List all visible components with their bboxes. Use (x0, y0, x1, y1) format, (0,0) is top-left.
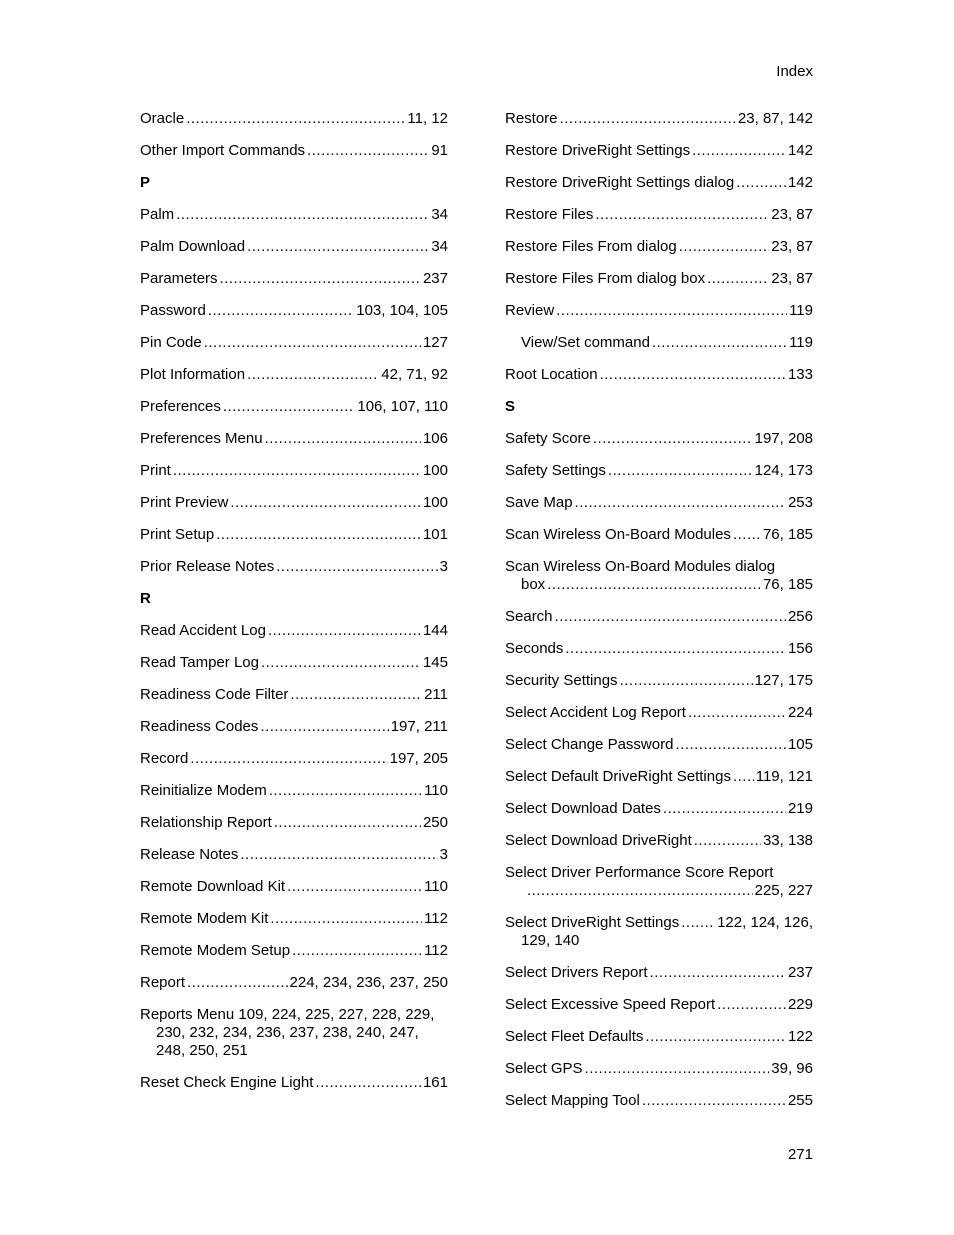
index-entry (140, 942, 448, 960)
leader-dots (260, 718, 388, 736)
page-number: 271 (787, 1146, 813, 1163)
index-letter-heading: S (505, 398, 516, 415)
index-entry-line (505, 672, 813, 690)
index-entry (505, 1060, 813, 1078)
index-pages: 127 (422, 334, 448, 351)
index-entry-line (140, 910, 448, 928)
index-term: Password (140, 302, 206, 319)
index-pages: 106 (422, 430, 448, 447)
leader-dots (220, 270, 421, 288)
index-entry (140, 846, 448, 864)
running-header: Index (776, 63, 813, 80)
index-entry-line (140, 142, 448, 160)
index-entry-line (505, 206, 813, 224)
index-term: Safety Score (505, 430, 591, 447)
index-entry-continuation (505, 576, 813, 594)
leader-dots (600, 366, 786, 384)
index-entry (505, 174, 813, 192)
index-entry (505, 526, 813, 544)
index-letter-heading: P (140, 174, 151, 191)
index-entry (140, 814, 448, 832)
index-entry-line (140, 526, 448, 544)
leader-dots (733, 526, 761, 544)
index-pages: 119 (789, 334, 813, 351)
index-entry (140, 430, 448, 448)
index-term: Root Location (505, 366, 598, 383)
leader-dots (675, 736, 786, 754)
leader-dots (736, 174, 786, 192)
index-entry-line (505, 964, 813, 982)
index-entry (505, 110, 813, 128)
index-entry-line (140, 622, 448, 640)
index-entry-line (140, 782, 448, 800)
index-entry (505, 302, 813, 320)
index-entry (505, 494, 813, 512)
leader-dots (688, 704, 786, 722)
leader-dots (733, 768, 754, 786)
index-term: Relationship Report (140, 814, 272, 831)
index-entry (505, 558, 813, 594)
index-entry (140, 270, 448, 288)
index-pages: 34 (431, 206, 448, 223)
index-term: Read Tamper Log (140, 654, 259, 671)
index-pages: 197, 205 (389, 750, 448, 767)
index-entry-line (505, 768, 813, 786)
index-pages: 124, 173 (754, 462, 813, 479)
leader-dots (315, 1074, 421, 1092)
index-entry-line (505, 832, 813, 850)
index-pages: 133 (787, 366, 813, 383)
index-entry-line (140, 302, 448, 320)
index-entry (140, 782, 448, 800)
leader-dots (230, 494, 421, 512)
index-entry (505, 768, 813, 786)
index-entry (505, 1028, 813, 1046)
index-entry-line (505, 302, 813, 320)
index-term: Seconds (505, 640, 564, 657)
index-pages: 100 (422, 494, 448, 511)
index-term: Plot Information (140, 366, 246, 383)
leader-dots (290, 686, 422, 704)
index-entry-line: Reports Menu 109, 224, 225, 227, 228, 229, (140, 1006, 435, 1023)
index-entry (505, 672, 813, 690)
index-term: Oracle (140, 110, 185, 127)
index-entry-line (140, 942, 448, 960)
leader-dots (556, 302, 787, 320)
index-term: Report (140, 974, 186, 991)
leader-dots (187, 974, 287, 992)
index-entry (140, 1006, 448, 1060)
index-entry-line (140, 686, 448, 704)
index-entry (140, 750, 448, 768)
leader-dots (679, 238, 770, 256)
leader-dots (560, 110, 736, 128)
index-pages: 11, 12 (407, 110, 448, 127)
index-term: Select Default DriveRight Settings (505, 768, 731, 785)
index-pages: 255 (787, 1092, 813, 1109)
index-term: Select Download DriveRight (505, 832, 692, 849)
index-term: Security Settings (505, 672, 618, 689)
leader-dots (707, 270, 769, 288)
leader-dots (642, 1092, 786, 1110)
index-entry-line: Scan Wireless On-Board Modules dialog (505, 558, 776, 575)
index-entry-continuation: 129, 140 (521, 932, 580, 949)
index-pages: 225, 227 (754, 882, 813, 899)
index-entry (140, 238, 448, 256)
index-entry-line (505, 462, 813, 480)
index-entry-continuation: 248, 250, 251 (156, 1042, 248, 1059)
leader-dots (575, 494, 786, 512)
index-pages: 91 (431, 142, 448, 159)
index-entry (505, 1092, 813, 1110)
index-pages: 237 (787, 964, 813, 981)
index-term: Parameters (140, 270, 218, 287)
index-term: Search (505, 608, 553, 625)
index-entry-line (140, 462, 448, 480)
leader-dots (240, 846, 437, 864)
leader-dots (565, 640, 786, 658)
index-entry (505, 608, 813, 626)
index-pages: 3 (439, 846, 448, 863)
leader-dots (663, 800, 786, 818)
index-term: Restore DriveRight Settings (505, 142, 691, 159)
index-entry (140, 910, 448, 928)
index-pages: 219 (787, 800, 813, 817)
index-term: Remote Modem Kit (140, 910, 269, 927)
leader-dots (247, 238, 429, 256)
leader-dots (527, 882, 753, 900)
index-entry (140, 718, 448, 736)
index-pages: 224 (787, 704, 813, 721)
index-pages: 112 (424, 942, 448, 959)
index-entry-line (505, 174, 813, 192)
leader-dots (190, 750, 387, 768)
index-pages: 110 (424, 782, 448, 799)
index-entry (505, 736, 813, 754)
index-pages: 250 (422, 814, 448, 831)
index-entry (505, 864, 813, 900)
index-term: Read Accident Log (140, 622, 266, 639)
index-entry-line (505, 366, 813, 384)
index-entry-line (140, 270, 448, 288)
index-entry-line (505, 494, 813, 512)
index-entry (140, 398, 448, 416)
index-entry-line (505, 704, 813, 722)
index-entry-line (505, 142, 813, 160)
leader-dots (650, 964, 786, 982)
index-entry-line (505, 526, 813, 544)
index-term: Print (140, 462, 171, 479)
index-entry-line (140, 494, 448, 512)
leader-dots (307, 142, 429, 160)
index-entry (505, 800, 813, 818)
index-pages: 156 (787, 640, 813, 657)
index-pages: 106, 107, 110 (357, 398, 448, 415)
index-entry (505, 142, 813, 160)
index-column-left (140, 110, 448, 1092)
leader-dots (176, 206, 429, 224)
index-entry (505, 334, 813, 352)
index-term: Prior Release Notes (140, 558, 275, 575)
index-entry-line (140, 366, 448, 384)
index-entry (505, 462, 813, 480)
leader-dots (692, 142, 786, 160)
leader-dots (269, 782, 422, 800)
index-pages: 211 (424, 686, 448, 703)
index-entry (140, 206, 448, 224)
leader-dots (216, 526, 421, 544)
index-entry-line (140, 206, 448, 224)
index-entry (140, 654, 448, 672)
index-pages: 224, 234, 236, 237, 250 (289, 974, 448, 991)
index-pages: 42, 71, 92 (381, 366, 448, 383)
index-entry-line (505, 270, 813, 288)
index-entry (140, 334, 448, 352)
index-column-right (505, 110, 813, 1110)
index-entry (140, 622, 448, 640)
index-term: Preferences Menu (140, 430, 263, 447)
index-term: Release Notes (140, 846, 239, 863)
index-term: Palm Download (140, 238, 246, 255)
index-pages: 76, 185 (762, 576, 813, 593)
leader-dots (173, 462, 421, 480)
index-term: Select GPS (505, 1060, 583, 1077)
index-term: Select Drivers Report (505, 964, 648, 981)
index-pages: 100 (422, 462, 448, 479)
index-entry (140, 558, 448, 576)
index-pages: 197, 211 (390, 718, 448, 735)
index-entry (505, 996, 813, 1014)
leader-dots (652, 334, 787, 352)
index-pages: 122 (787, 1028, 813, 1045)
index-entry-line (140, 238, 448, 256)
index-pages: 237 (422, 270, 448, 287)
index-entry-line (140, 430, 448, 448)
index-entry-line (140, 878, 448, 896)
index-term: Restore Files (505, 206, 594, 223)
index-entry-continuation (505, 882, 813, 900)
index-term: Remote Download Kit (140, 878, 286, 895)
index-pages: 23, 87 (771, 206, 813, 223)
leader-dots (292, 942, 422, 960)
index-term: box (521, 576, 546, 593)
index-entry (505, 430, 813, 448)
index-pages: 23, 87 (771, 270, 813, 287)
index-entry-line (140, 974, 448, 992)
index-entry (140, 494, 448, 512)
index-entry-line (140, 750, 448, 768)
index-entry-line (140, 110, 448, 128)
index-entry-line (505, 110, 813, 128)
index-pages: 229 (787, 996, 813, 1013)
index-entry (140, 142, 448, 160)
index-term: Reset Check Engine Light (140, 1074, 314, 1091)
index-entry (140, 974, 448, 992)
index-term: Remote Modem Setup (140, 942, 291, 959)
index-pages: 23, 87 (771, 238, 813, 255)
leader-dots (287, 878, 422, 896)
index-term: Select Fleet Defaults (505, 1028, 644, 1045)
leader-dots (186, 110, 405, 128)
index-term: Restore DriveRight Settings dialog (505, 174, 735, 191)
index-term: Reinitialize Modem (140, 782, 267, 799)
index-entry-line (140, 718, 448, 736)
leader-dots (274, 814, 421, 832)
index-term: Restore Files From dialog box (505, 270, 706, 287)
index-entry (505, 704, 813, 722)
index-pages: 145 (422, 654, 448, 671)
index-pages: 122, 124, 126, (717, 914, 813, 931)
index-letter-heading: R (140, 590, 151, 607)
index-entry (140, 110, 448, 128)
leader-dots (247, 366, 379, 384)
index-entry-line (505, 238, 813, 256)
leader-dots (585, 1060, 770, 1078)
index-pages: 112 (424, 910, 448, 927)
index-pages: 3 (439, 558, 448, 575)
index-pages: 23, 87, 142 (737, 110, 813, 127)
index-term: Select Download Dates (505, 800, 661, 817)
index-term: Safety Settings (505, 462, 606, 479)
index-pages: 105 (787, 736, 813, 753)
index-entry (505, 640, 813, 658)
index-entry-line (521, 334, 813, 352)
index-term: Palm (140, 206, 175, 223)
index-entry-line (140, 1074, 448, 1092)
index-entry-line (140, 814, 448, 832)
index-entry (505, 238, 813, 256)
leader-dots (595, 206, 769, 224)
index-entry-line (505, 1092, 813, 1110)
index-term: Other Import Commands (140, 142, 306, 159)
index-entry (505, 270, 813, 288)
index-term: Record (140, 750, 189, 767)
index-term: View/Set command (521, 334, 650, 351)
index-entry-line (505, 640, 813, 658)
index-term: Review (505, 302, 555, 319)
index-term: Restore Files From dialog (505, 238, 677, 255)
index-entry (505, 366, 813, 384)
leader-dots (276, 558, 437, 576)
index-entry (140, 686, 448, 704)
index-entry-line (140, 846, 448, 864)
index-term: Preferences (140, 398, 221, 415)
index-pages: 256 (787, 608, 813, 625)
index-pages: 142 (787, 174, 813, 191)
index-entry-line (140, 398, 448, 416)
index-pages: 110 (424, 878, 448, 895)
index-entry (140, 366, 448, 384)
index-pages: 197, 208 (754, 430, 813, 447)
index-entry-line (505, 1060, 813, 1078)
index-pages: 127, 175 (754, 672, 813, 689)
index-pages: 119 (789, 302, 813, 319)
leader-dots (717, 996, 786, 1014)
index-entry (505, 206, 813, 224)
index-entry (140, 1074, 448, 1092)
leader-dots (265, 430, 421, 448)
leader-dots (208, 302, 354, 320)
index-term: Select Accident Log Report (505, 704, 686, 721)
index-term: Scan Wireless On-Board Modules (505, 526, 731, 543)
leader-dots (694, 832, 761, 850)
index-term: Select DriveRight Settings (505, 914, 680, 931)
index-term: Select Excessive Speed Report (505, 996, 716, 1013)
index-pages: 103, 104, 105 (356, 302, 448, 319)
index-entry-line (140, 334, 448, 352)
leader-dots (593, 430, 753, 448)
leader-dots (261, 654, 421, 672)
index-term: Restore (505, 110, 558, 127)
index-entry-line (505, 430, 813, 448)
index-pages: 101 (422, 526, 448, 543)
index-entry-line (505, 1028, 813, 1046)
index-pages: 39, 96 (771, 1060, 813, 1077)
index-entry-line (505, 608, 813, 626)
index-entry-line (140, 654, 448, 672)
index-term: Readiness Code Filter (140, 686, 289, 703)
index-pages: 119, 121 (755, 768, 813, 785)
index-pages: 144 (422, 622, 448, 639)
index-pages: 253 (787, 494, 813, 511)
index-term: Print Preview (140, 494, 229, 511)
leader-dots (645, 1028, 786, 1046)
index-entry-line (505, 736, 813, 754)
leader-dots (223, 398, 355, 416)
index-entry-line: Select Driver Performance Score Report (505, 864, 774, 881)
leader-dots (620, 672, 753, 690)
index-term: Print Setup (140, 526, 215, 543)
index-entry-line (505, 914, 813, 932)
index-entry (140, 302, 448, 320)
index-entry (140, 878, 448, 896)
index-entry (505, 964, 813, 982)
index-entry (505, 832, 813, 850)
index-pages: 161 (422, 1074, 448, 1091)
index-entry (140, 526, 448, 544)
index-term: Save Map (505, 494, 573, 511)
index-entry (505, 914, 813, 950)
index-entry-continuation: 230, 232, 234, 236, 237, 238, 240, 247, (156, 1024, 419, 1041)
index-pages: 34 (431, 238, 448, 255)
index-pages: 33, 138 (762, 832, 813, 849)
index-term: Readiness Codes (140, 718, 259, 735)
index-entry-line (505, 996, 813, 1014)
index-term: Select Mapping Tool (505, 1092, 640, 1109)
index-term: Select Change Password (505, 736, 674, 753)
leader-dots (681, 914, 715, 932)
index-entry-line (140, 558, 448, 576)
index-term: Pin Code (140, 334, 202, 351)
leader-dots (268, 622, 421, 640)
index-pages: 142 (787, 142, 813, 159)
index-entry (140, 462, 448, 480)
leader-dots (204, 334, 421, 352)
leader-dots (608, 462, 753, 480)
index-pages: 76, 185 (762, 526, 813, 543)
leader-dots (555, 608, 786, 626)
leader-dots (547, 576, 761, 594)
leader-dots (270, 910, 422, 928)
index-entry-line (505, 800, 813, 818)
